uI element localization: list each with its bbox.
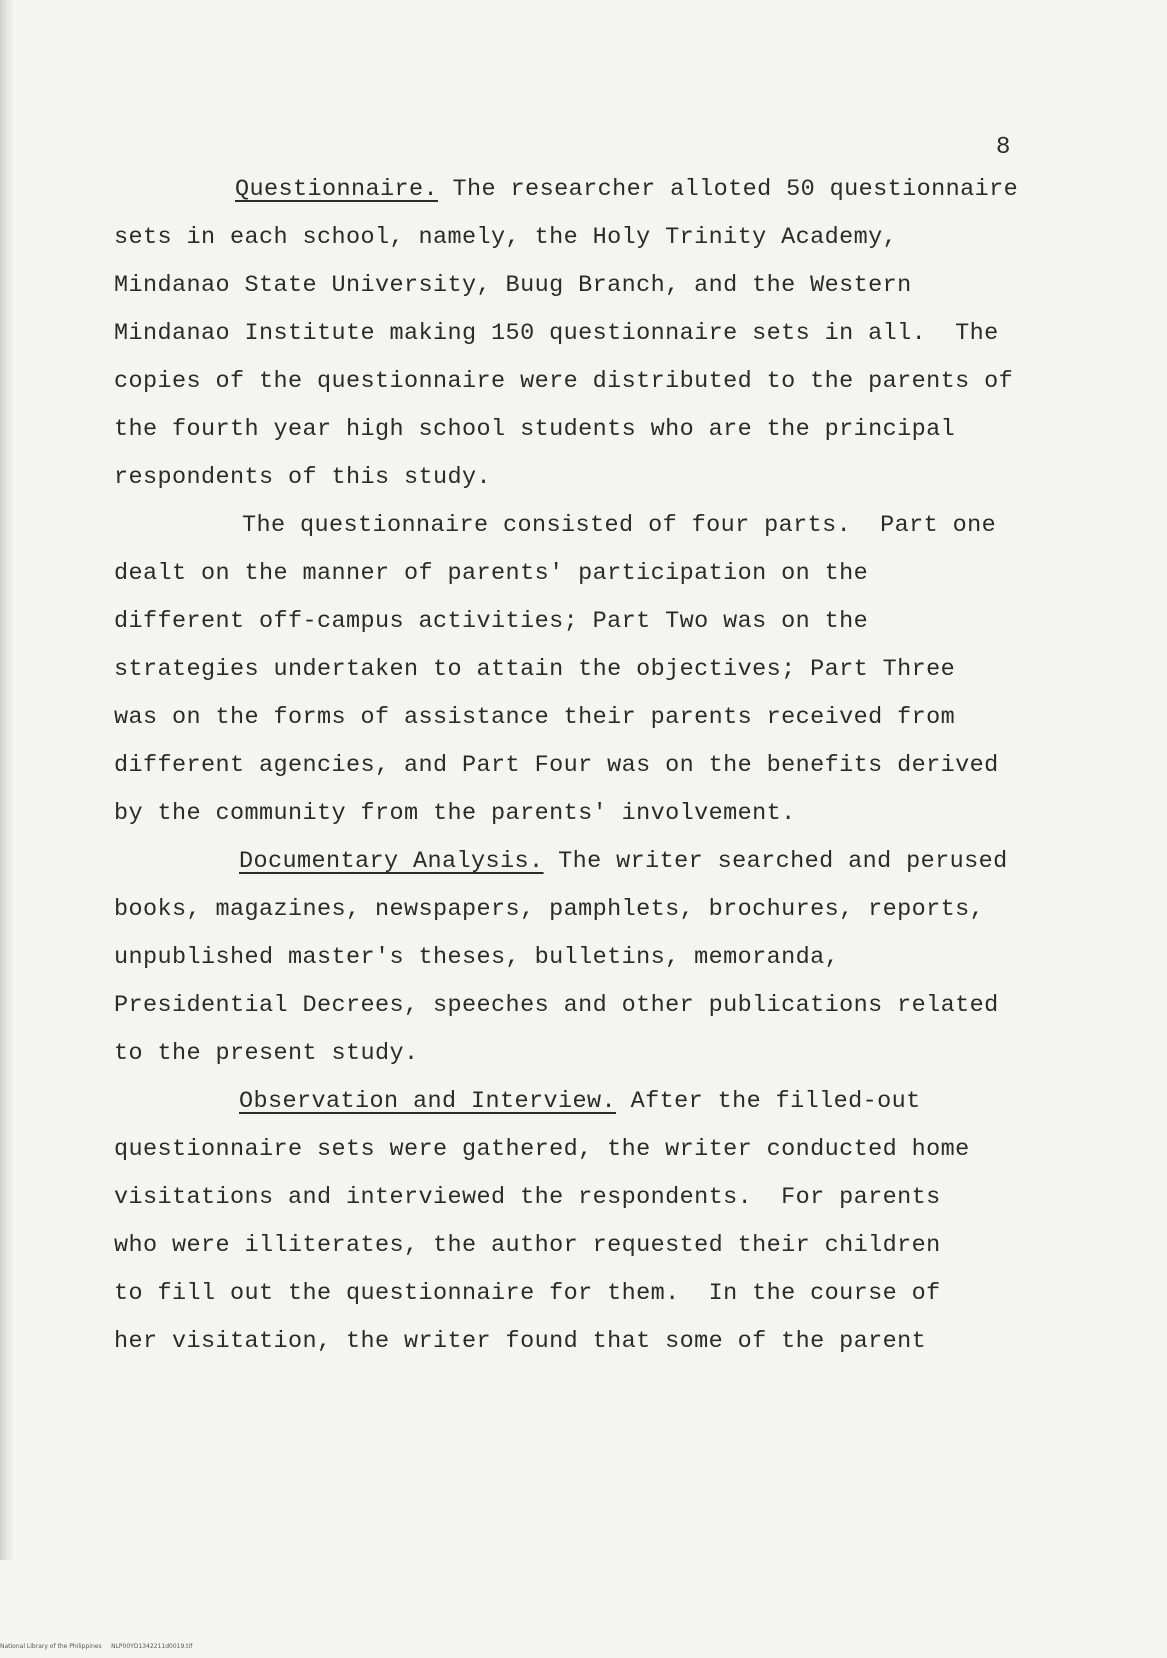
text-line: her visitation, the writer found that some of the parent (114, 1328, 927, 1355)
text-line: to fill out the questionnaire for them. In the course of (114, 1280, 941, 1307)
text-line: Documentary Analysis. The writer searched and perused (239, 848, 1008, 875)
text-line: Presidential Decrees, speeches and other publications related (114, 992, 999, 1019)
text-line: different agencies, and Part Four was on the benefits derived (114, 752, 999, 779)
section-heading: Documentary Analysis. (239, 848, 544, 875)
text-line: to the present study. (114, 1040, 419, 1067)
page-number: 8 (996, 134, 1011, 161)
text-line: questionnaire sets were gathered, the writer conducted home (114, 1136, 970, 1163)
section-heading: Questionnaire. (235, 176, 439, 203)
text-line: strategies undertaken to attain the objectives; Part Three (114, 656, 956, 683)
text-line: Observation and Interview. After the filled-out (239, 1088, 921, 1115)
text-line: unpublished master's theses, bulletins, memoranda, (114, 944, 840, 971)
text-line: books, magazines, newspapers, pamphlets, brochures, reports, (114, 896, 985, 923)
text-line: sets in each school, namely, the Holy Trinity Academy, (114, 224, 898, 251)
section-heading: Observation and Interview. (239, 1088, 617, 1115)
text-line: Mindanao Institute making 150 questionnaire sets in all. The (114, 320, 999, 347)
text-line: dealt on the manner of parents' participation on the (114, 560, 869, 587)
scan-edge (0, 0, 14, 1560)
text-line: visitations and interviewed the respondents. For parents (114, 1184, 941, 1211)
text-line: by the community from the parents' involvement. (114, 800, 796, 827)
scan-footer: National Library of the Philippines NLP00YD1342211d0019.tif (0, 1643, 193, 1650)
text-line: copies of the questionnaire were distributed to the parents of (114, 368, 1014, 395)
text-line: different off-campus activities; Part Two was on the (114, 608, 869, 635)
text-line: The questionnaire consisted of four parts. Part one (242, 512, 997, 539)
text-line: Mindanao State University, Buug Branch, and the Western (114, 272, 912, 299)
text-line: Questionnaire. The researcher alloted 50 questionnaire (235, 176, 1019, 203)
text-line: was on the forms of assistance their parents received from (114, 704, 956, 731)
text-line: respondents of this study. (114, 464, 492, 491)
text-line: who were illiterates, the author requested their children (114, 1232, 941, 1259)
text-line: the fourth year high school students who are the principal (114, 416, 956, 443)
